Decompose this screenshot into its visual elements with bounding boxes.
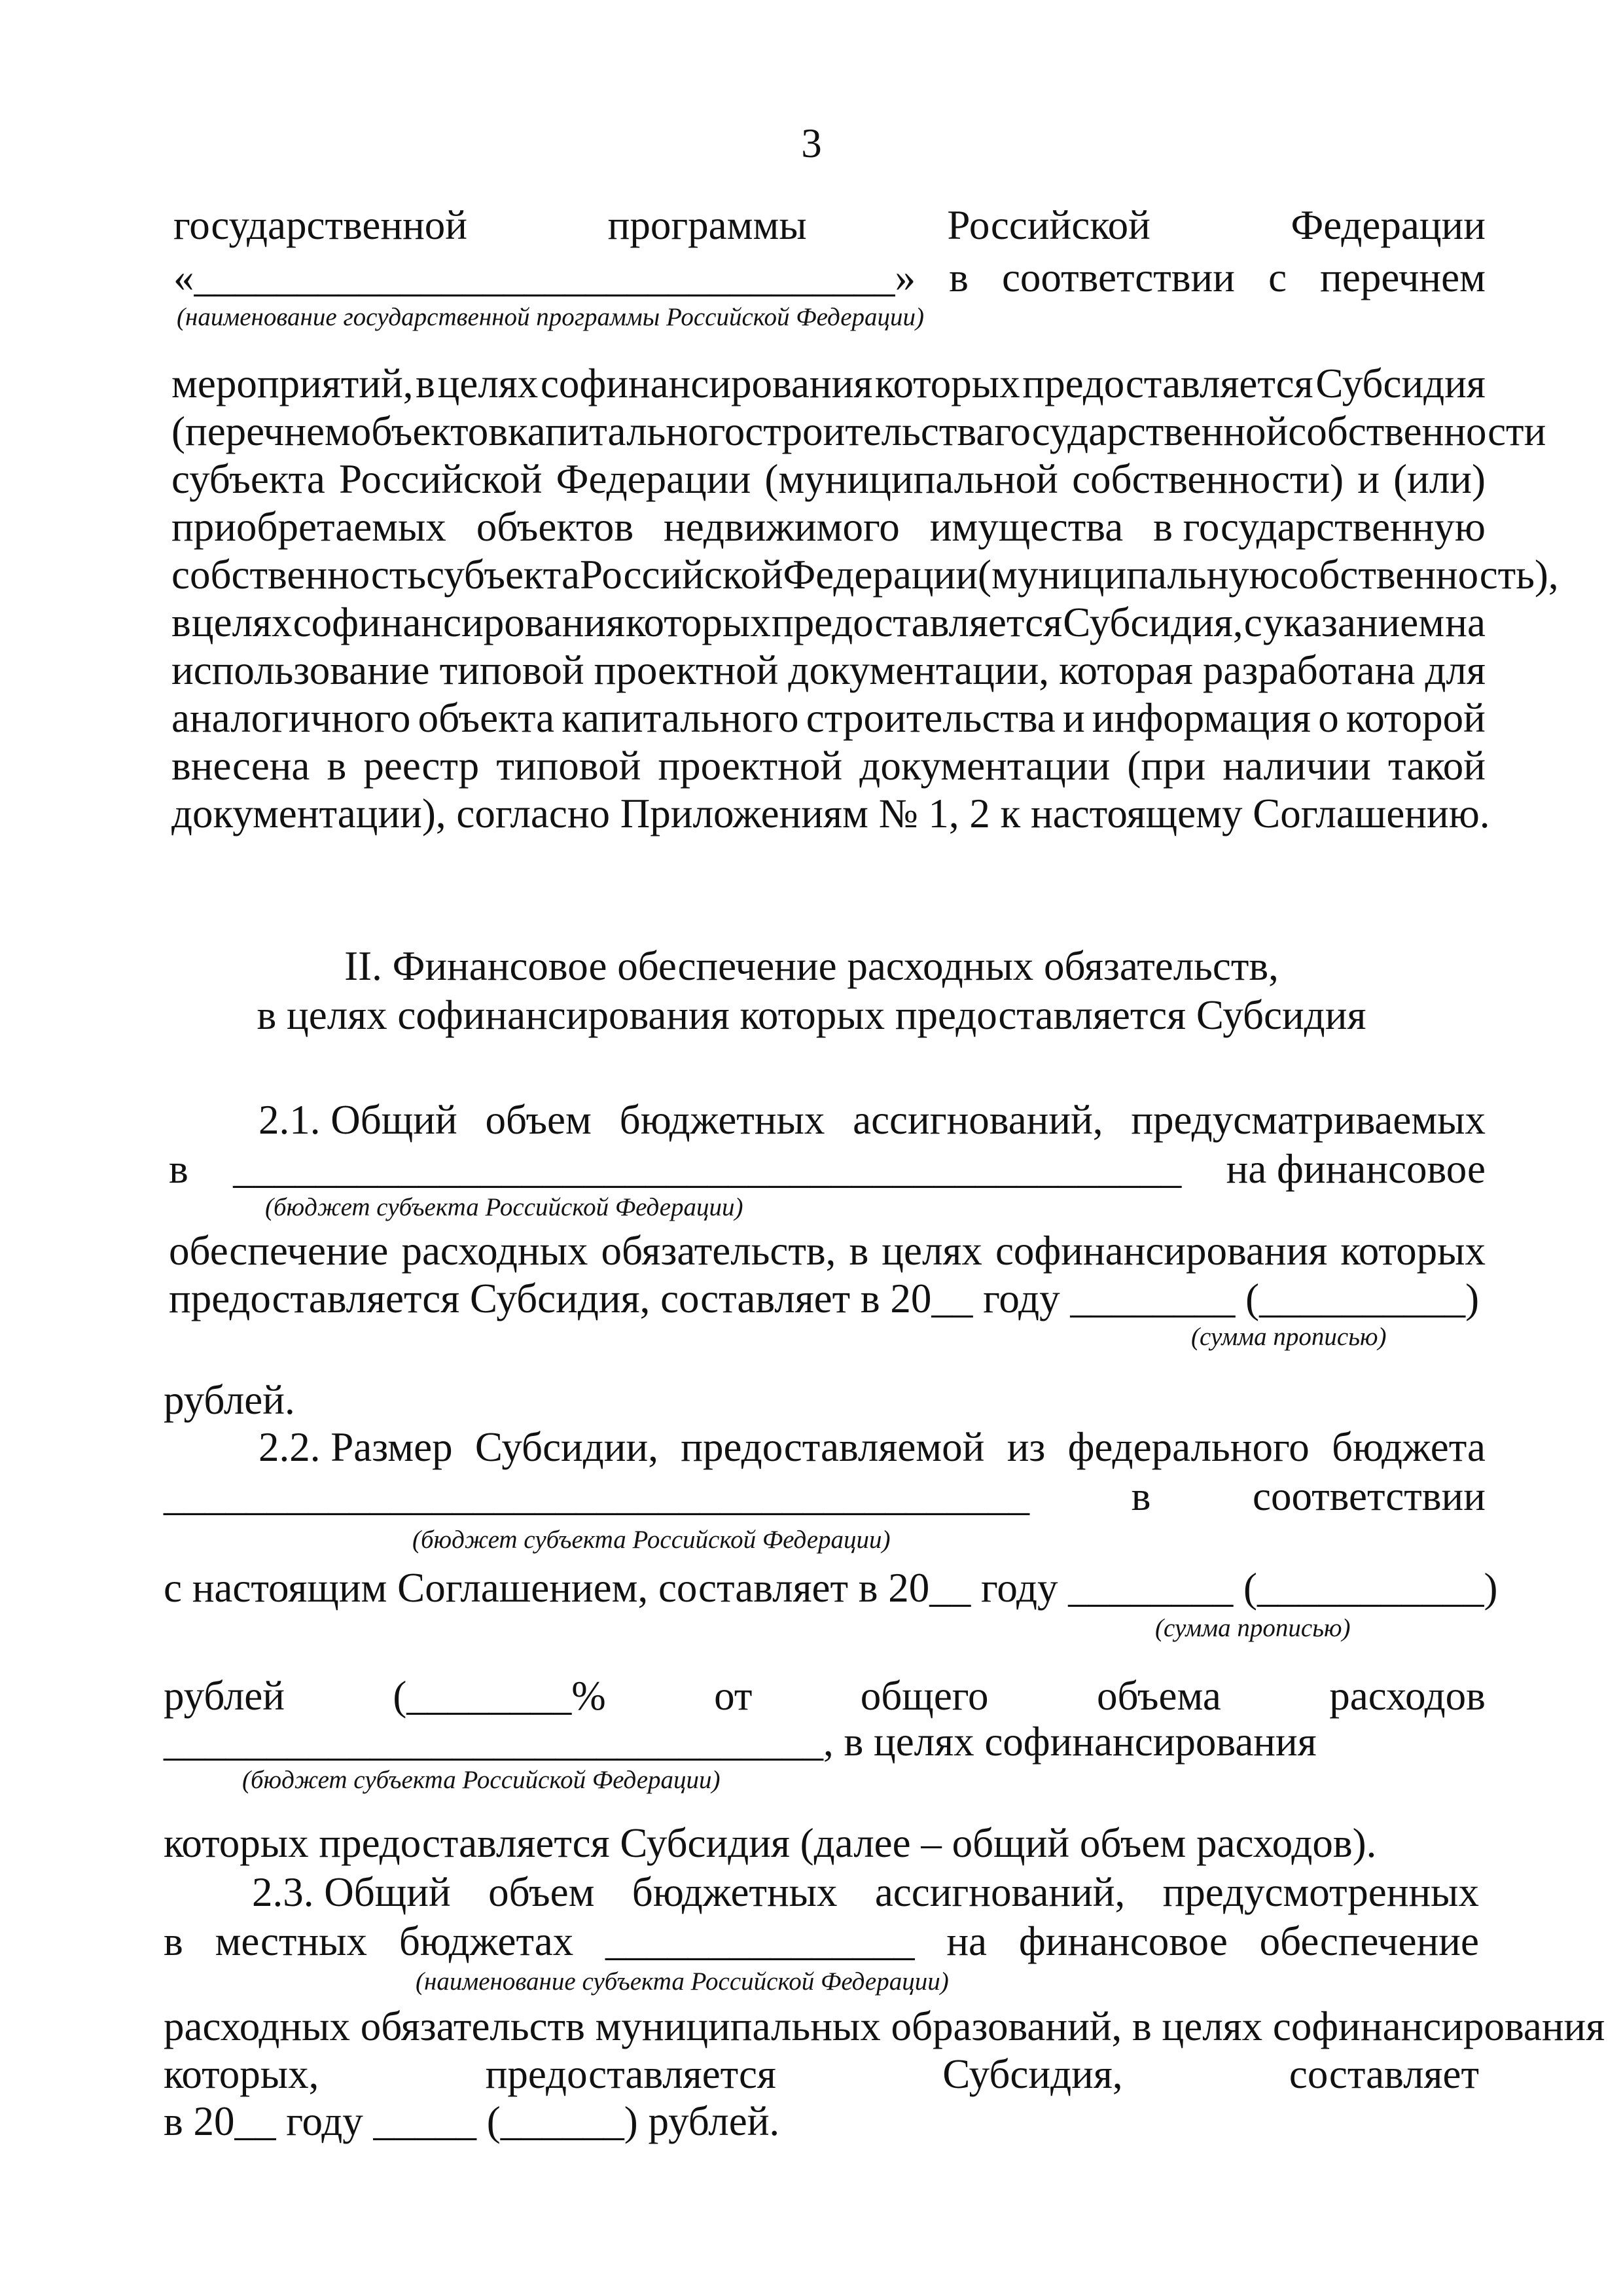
- word: объектов: [476, 504, 634, 550]
- word: документации,: [788, 647, 1050, 693]
- word: объема: [1096, 1673, 1221, 1719]
- word: о: [1318, 695, 1339, 741]
- word: в: [1131, 1473, 1151, 1519]
- word: в: [169, 1146, 188, 1192]
- sum-caption: (сумма прописью): [1191, 1323, 1387, 1351]
- p21-line-2: [169, 1146, 1486, 1192]
- word: указанием: [1262, 600, 1445, 645]
- word: расходных: [401, 1228, 588, 1274]
- word: на: [946, 1918, 988, 1964]
- para1-line-5: [171, 552, 1559, 598]
- word: расходных обязательств муниципальных образований, в целях софинансирования: [164, 2003, 1605, 2049]
- word: собственности): [1072, 456, 1344, 502]
- word: в: [171, 600, 191, 645]
- word: финансовое: [1018, 1918, 1228, 1964]
- budget-caption: (бюджет субъекта Российской Федерации): [265, 1193, 743, 1221]
- para1-line-8: [171, 695, 1486, 741]
- word: Субсидия: [1315, 361, 1486, 406]
- word: которых: [875, 361, 1020, 406]
- word: Российской: [579, 552, 783, 598]
- word: которых: [626, 600, 771, 645]
- budget-blank: __________________________________________: [164, 1473, 1029, 1519]
- budget-blank-line: ________________________________, в целях софинансирования: [164, 1719, 1317, 1765]
- word: от: [714, 1673, 753, 1719]
- p22-line-4: [164, 1673, 1486, 1719]
- word: Российской: [947, 202, 1150, 248]
- word: разработана: [1202, 647, 1416, 693]
- para1-line-1: [171, 363, 1486, 404]
- p22-line-5: [164, 1721, 1486, 1763]
- p21-line-4: [169, 1278, 1486, 1319]
- word: строительства: [745, 408, 995, 454]
- word: и: [1357, 456, 1380, 502]
- word: рублей.: [164, 1377, 295, 1423]
- para1-line-10: [171, 791, 1490, 836]
- word: федерального: [1067, 1424, 1310, 1470]
- word: Субсидия,: [942, 2051, 1123, 2097]
- word: бюджетах: [399, 1918, 574, 1964]
- word: предоставляемой: [681, 1424, 985, 1470]
- word: субъекта: [171, 456, 325, 502]
- word: которой: [1346, 695, 1486, 741]
- para1-line-4: [171, 504, 1486, 550]
- p21-line-1: [259, 1097, 1486, 1143]
- word: для: [1425, 647, 1486, 693]
- word: государственной: [173, 202, 467, 248]
- word: (муниципальной: [764, 456, 1058, 502]
- word: с: [1243, 600, 1262, 645]
- p23-line-1: [252, 1869, 1479, 1915]
- word: проектной: [658, 743, 843, 789]
- word: проектной: [594, 647, 779, 693]
- p22-line-1: [259, 1424, 1486, 1470]
- word: Российской: [339, 456, 543, 502]
- word: такой: [1388, 743, 1486, 789]
- p23-line-3: [164, 2003, 1605, 2049]
- p23-line-2: [164, 1918, 1479, 1964]
- para1-line-6: [171, 602, 1486, 643]
- word: Федерации: [556, 456, 751, 502]
- word: объекта: [418, 695, 555, 741]
- sum-line: в 20__ году _____ (______) рублей.: [164, 2098, 780, 2144]
- word: соответствии: [1253, 1473, 1486, 1519]
- program-name-blank: «__________________________________»: [173, 255, 916, 300]
- word: на: [1445, 600, 1486, 645]
- program-name-caption: (наименование государственной программы Российской Федерации): [177, 303, 925, 331]
- word: Федерации: [1291, 202, 1486, 248]
- word: и: [1062, 695, 1085, 741]
- word: объем: [488, 1869, 595, 1915]
- word: предоставляется: [485, 2051, 776, 2097]
- word: аналогичного: [171, 695, 411, 741]
- word: которых: [1340, 1228, 1486, 1274]
- word: на финансовое: [1226, 1146, 1486, 1192]
- intro-line-1: [173, 202, 1486, 248]
- word: обеспечение: [1259, 1918, 1479, 1964]
- word: предоставляется: [1022, 361, 1313, 406]
- word: (при: [1127, 743, 1206, 789]
- p21-line-3: [169, 1230, 1486, 1272]
- word: капитального: [562, 695, 799, 741]
- word: в: [327, 743, 347, 789]
- word: 2.1. Общий: [259, 1097, 457, 1143]
- word: местных: [215, 1918, 367, 1964]
- word: которых,: [164, 2051, 319, 2097]
- word: строительства: [806, 695, 1056, 741]
- word: расходов: [1329, 1673, 1486, 1719]
- word: которых предоставляется Субсидия (далее – общий объем расходов).: [164, 1820, 1377, 1866]
- subject-name-blank: _______________: [605, 1918, 915, 1964]
- word: перечнем: [1320, 255, 1486, 300]
- sum-line: предоставляется Субсидия, составляет в 20__ году ________ (__________): [169, 1276, 1480, 1321]
- p22-line-2: [164, 1473, 1486, 1519]
- word: собственности: [1288, 408, 1546, 454]
- word: 2.2. Размер: [259, 1424, 453, 1470]
- para1-line-9: [171, 745, 1486, 787]
- p22-line-6: [164, 1820, 1486, 1866]
- word: софинансирования: [293, 600, 625, 645]
- word: капитального: [508, 408, 745, 454]
- word: документации), согласно Приложениям № 1, 2 к настоящему Соглашению.: [171, 791, 1490, 836]
- word: бюджетных: [619, 1097, 825, 1143]
- word: Федерации: [783, 552, 978, 598]
- word: в: [416, 361, 435, 406]
- word: собственность),: [1279, 552, 1559, 598]
- word: собственность: [171, 552, 427, 598]
- sum-caption: (сумма прописью): [1155, 1614, 1351, 1642]
- word: информация: [1092, 695, 1311, 741]
- word: обязательств,: [601, 1228, 836, 1274]
- para1-line-7: [171, 647, 1486, 693]
- intro-line-2: [173, 257, 1486, 298]
- word: в государственную: [1153, 504, 1486, 550]
- word: софинансирования: [540, 361, 873, 406]
- budget-blank: ______________________________________________: [233, 1146, 1182, 1192]
- section-heading-line-1: II. Финансовое обеспечение расходных обязательств,: [344, 943, 1279, 989]
- word: бюджета: [1332, 1424, 1486, 1470]
- word: объектов: [350, 408, 508, 454]
- word: реестр: [363, 743, 480, 789]
- word: мероприятий,: [171, 361, 414, 406]
- word: бюджетных: [632, 1869, 838, 1915]
- word: в: [164, 1918, 183, 1964]
- word: соответствии: [1001, 255, 1235, 300]
- word: в: [949, 255, 969, 300]
- word: документации: [859, 743, 1111, 789]
- p23-line-5: [164, 2098, 1479, 2144]
- word: предоставляется: [771, 600, 1063, 645]
- word: наличии: [1222, 743, 1371, 789]
- word: ассигнований,: [853, 1097, 1103, 1143]
- word: рублей: [164, 1673, 285, 1719]
- word: (муниципальную: [977, 552, 1280, 598]
- word: предусмотренных: [1162, 1869, 1479, 1915]
- p23-line-4: [164, 2051, 1479, 2097]
- sum-line: с настоящим Соглашением, составляет в 20__ году ________ (___________): [164, 1565, 1498, 1611]
- section-heading-line-2: в целях софинансирования которых предоставляется Субсидия: [257, 992, 1366, 1038]
- word: типовой: [439, 647, 584, 693]
- word: приобретаемых: [171, 504, 446, 550]
- word: составляет: [1289, 2051, 1479, 2097]
- word: ассигнований,: [874, 1869, 1126, 1915]
- word: внесена: [171, 743, 310, 789]
- word: типовой: [496, 743, 641, 789]
- subject-name-caption: (наименование субъекта Российской Федерации): [416, 1967, 949, 1996]
- word: целях: [882, 1228, 982, 1274]
- word: софинансирования: [995, 1228, 1328, 1274]
- word: Субсидии,: [474, 1424, 658, 1470]
- word: программы: [607, 202, 807, 248]
- word: объем: [485, 1097, 592, 1143]
- page-number: 3: [801, 120, 822, 166]
- word: (или): [1393, 456, 1486, 502]
- p22-line-3: [164, 1565, 1498, 1611]
- word: целях: [191, 600, 293, 645]
- word: использование: [171, 647, 430, 693]
- word: недвижимого: [664, 504, 900, 550]
- word: имущества: [929, 504, 1124, 550]
- word: с: [1268, 255, 1287, 300]
- word: в: [849, 1228, 869, 1274]
- word: целях: [437, 361, 539, 406]
- word: государственной: [994, 408, 1289, 454]
- budget-caption: (бюджет субъекта Российской Федерации): [412, 1526, 891, 1554]
- p21-line-5: [164, 1377, 1480, 1423]
- para1-line-3: [171, 456, 1486, 502]
- word: субъекта: [426, 552, 580, 598]
- word: 2.3. Общий: [252, 1869, 451, 1915]
- word: обеспечение: [169, 1228, 389, 1274]
- word: (перечнем: [171, 408, 351, 454]
- para1-line-2: [171, 408, 1546, 454]
- word: предусматриваемых: [1131, 1097, 1486, 1143]
- word: из: [1007, 1424, 1046, 1470]
- percent-blank: (________%: [393, 1673, 606, 1719]
- word: Субсидия,: [1063, 600, 1243, 645]
- word: общего: [860, 1673, 989, 1719]
- word: которая: [1059, 647, 1193, 693]
- budget-caption: (бюджет субъекта Российской Федерации): [242, 1766, 721, 1794]
